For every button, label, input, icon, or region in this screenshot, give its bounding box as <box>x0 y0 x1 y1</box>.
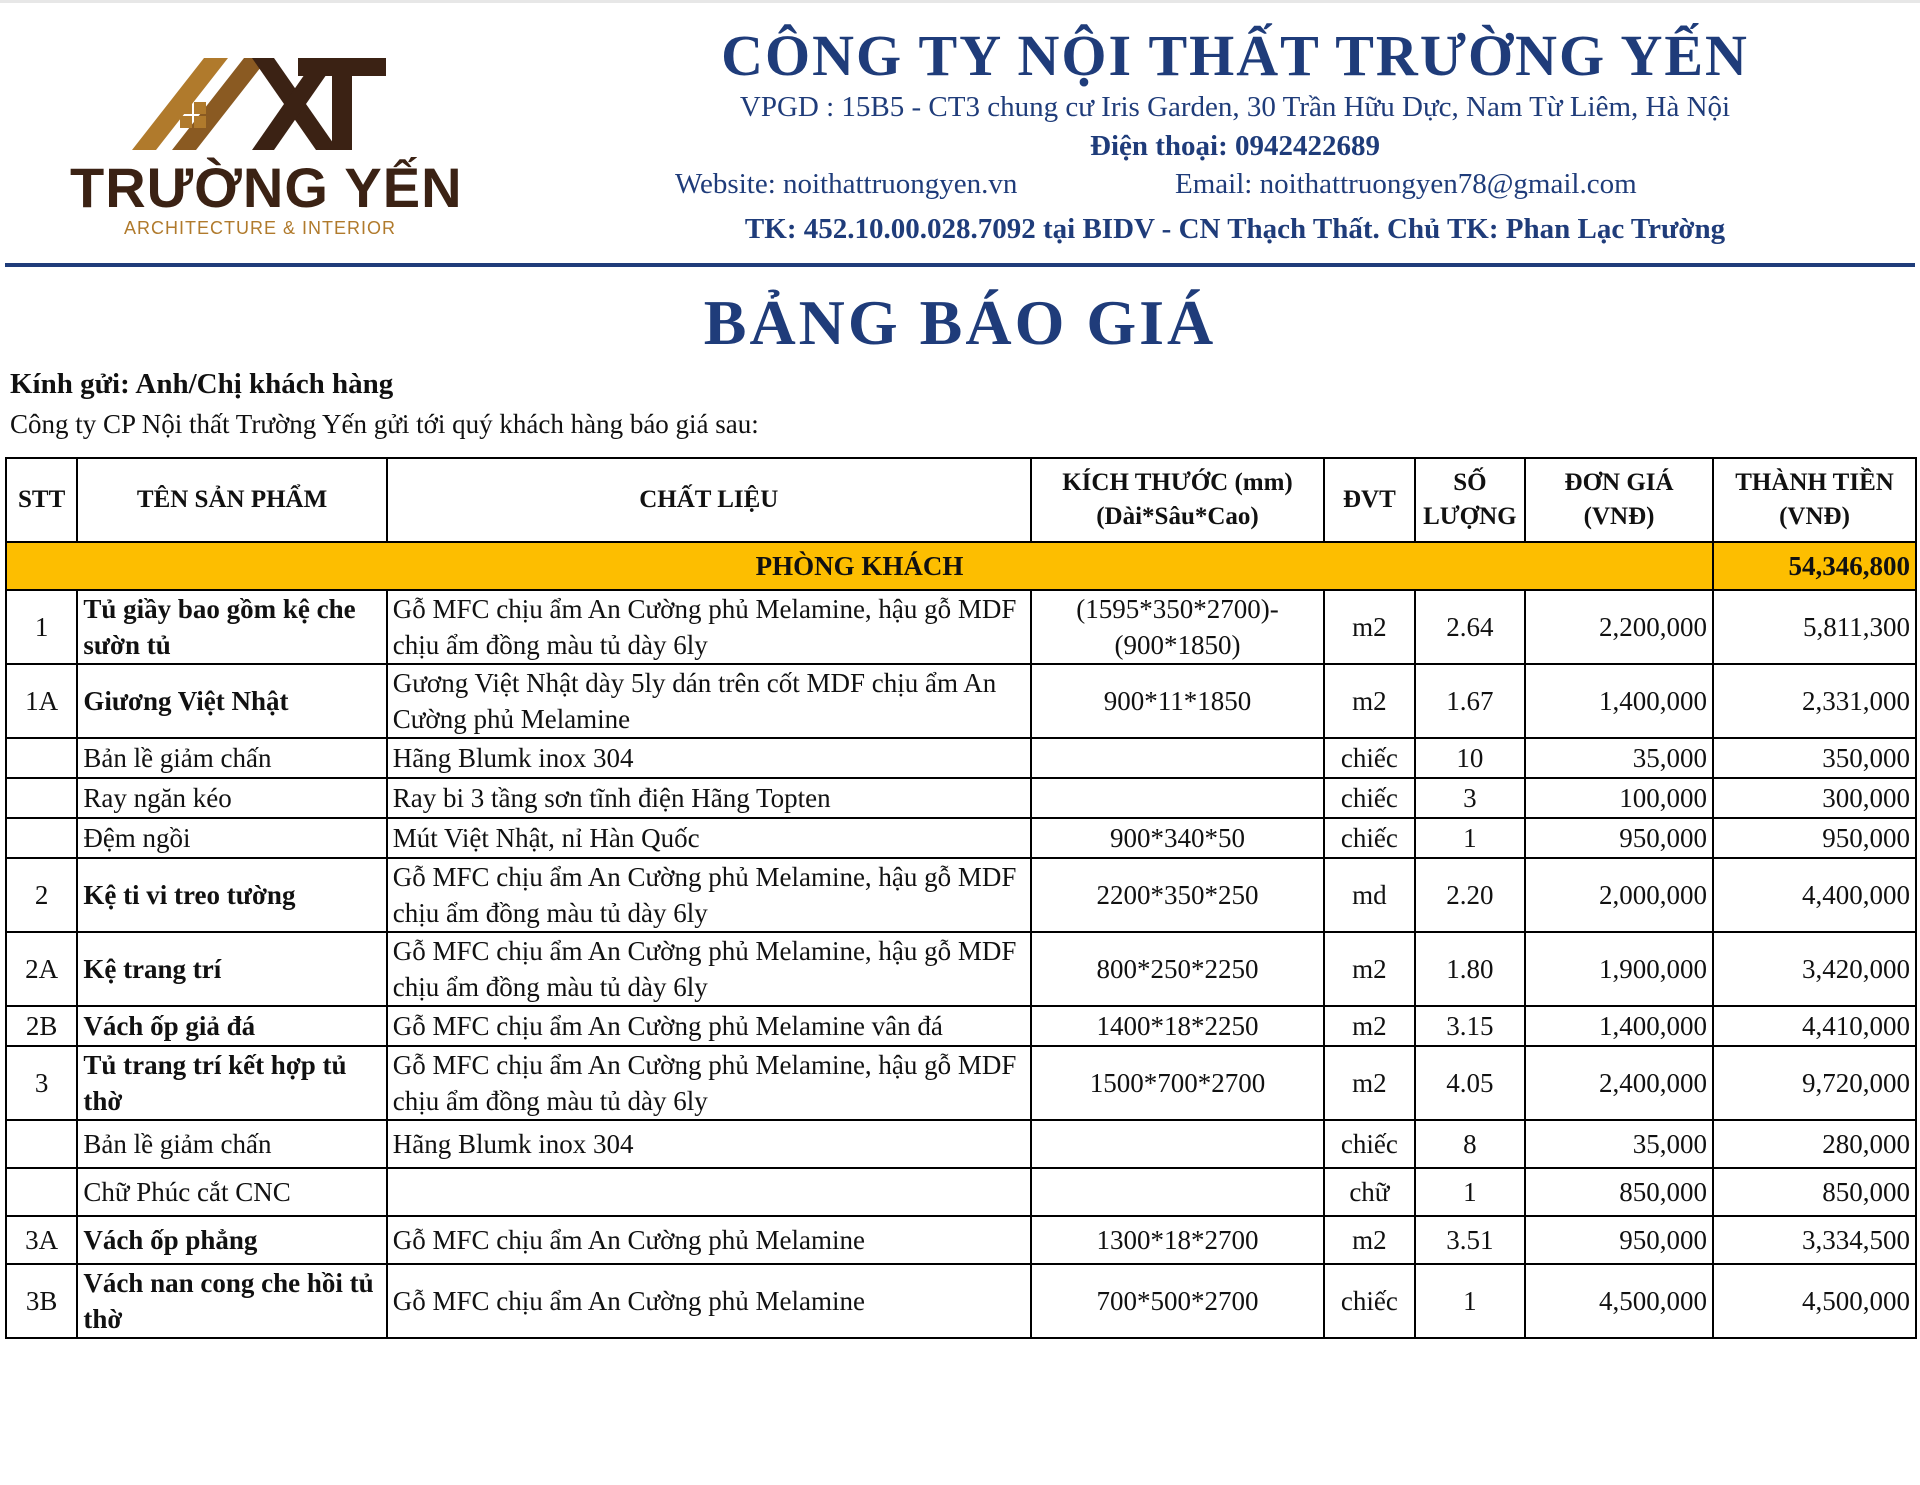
cell-unit: chiếc <box>1324 818 1414 858</box>
cell-stt <box>6 738 77 778</box>
table-row <box>6 1006 1916 1046</box>
cell-line-total: 3,420,000 <box>1713 932 1916 1006</box>
cell-qty: 1 <box>1415 1168 1526 1216</box>
cell-qty: 10 <box>1415 738 1526 778</box>
cell-unit-price: 950,000 <box>1525 1216 1713 1264</box>
cell-material: Gỗ MFC chịu ẩm An Cường phủ Melamine <box>387 1216 1031 1264</box>
cell-size <box>1031 738 1324 778</box>
cell-qty: 4.05 <box>1415 1046 1526 1120</box>
quote-table <box>5 457 1917 1339</box>
cell-stt: 3B <box>6 1264 77 1338</box>
cell-size: 900*340*50 <box>1031 818 1324 858</box>
company-logo <box>70 50 470 250</box>
cell-unit-price: 1,400,000 <box>1525 1006 1713 1046</box>
cell-material: Hãng Blumk inox 304 <box>387 738 1031 778</box>
greeting: Kính gửi: Anh/Chị khách hàng <box>10 368 394 400</box>
cell-size <box>1031 1168 1324 1216</box>
cell-material: Gỗ MFC chịu ẩm An Cường phủ Melamine vân đá <box>387 1006 1031 1046</box>
table-header-row <box>6 458 1916 542</box>
cell-stt: 2B <box>6 1006 77 1046</box>
header-divider <box>5 263 1915 267</box>
cell-unit-price: 100,000 <box>1525 778 1713 818</box>
cell-unit-price: 4,500,000 <box>1525 1264 1713 1338</box>
cell-size: 700*500*2700 <box>1031 1264 1324 1338</box>
section-label: PHÒNG KHÁCH <box>6 542 1713 590</box>
col-header-total-line1: THÀNH TIỀN <box>1735 469 1894 496</box>
table-row <box>6 1264 1916 1338</box>
cell-size <box>1031 1120 1324 1168</box>
cell-product-name: Tủ giầy bao gồm kệ che sườn tủ <box>77 590 386 664</box>
company-email[interactable]: Email: noithattruongyen78@gmail.com <box>1175 168 1637 200</box>
cell-unit: chiếc <box>1324 738 1414 778</box>
logo-name: TRƯỜNG YẾN <box>70 156 463 219</box>
cell-stt <box>6 818 77 858</box>
cell-qty: 2.64 <box>1415 590 1526 664</box>
col-header-price <box>1525 458 1713 542</box>
logo-roof-icon <box>132 50 388 155</box>
col-header-size-line2: (Dài*Sâu*Cao) <box>1096 503 1259 530</box>
col-header-qty <box>1415 458 1526 542</box>
cell-material: Gương Việt Nhật dày 5ly dán trên cốt MDF chịu ẩm An Cường phủ Melamine <box>387 664 1031 738</box>
cell-material: Mút Việt Nhật, nỉ Hàn Quốc <box>387 818 1031 858</box>
cell-unit-price: 35,000 <box>1525 738 1713 778</box>
cell-stt <box>6 778 77 818</box>
cell-size: 1400*18*2250 <box>1031 1006 1324 1046</box>
cell-product-name: Bản lề giảm chấn <box>77 1120 386 1168</box>
company-address: VPGD : 15B5 - CT3 chung cư Iris Garden, 30 Trần Hữu Dực, Nam Từ Liêm, Hà Nội <box>739 91 1731 123</box>
cell-size: (1595*350*2700)-(900*1850) <box>1031 590 1324 664</box>
cell-product-name: Bản lề giảm chấn <box>77 738 386 778</box>
table-row <box>6 1216 1916 1264</box>
cell-qty: 1.67 <box>1415 664 1526 738</box>
cell-unit: m2 <box>1324 1216 1414 1264</box>
cell-unit-price: 2,000,000 <box>1525 858 1713 932</box>
table-row <box>6 778 1916 818</box>
section-total: 54,346,800 <box>1713 542 1916 590</box>
cell-line-total: 5,811,300 <box>1713 590 1916 664</box>
col-header-stt: STT <box>6 458 77 542</box>
cell-size: 1500*700*2700 <box>1031 1046 1324 1120</box>
table-row <box>6 932 1916 1006</box>
cell-material: Gỗ MFC chịu ẩm An Cường phủ Melamine, hậu gỗ MDF chịu ẩm đồng màu tủ dày 6ly <box>387 590 1031 664</box>
col-header-material: CHẤT LIỆU <box>387 458 1031 542</box>
col-header-qty-line2: LƯỢNG <box>1423 503 1517 530</box>
cell-line-total: 2,331,000 <box>1713 664 1916 738</box>
cell-size: 800*250*2250 <box>1031 932 1324 1006</box>
cell-product-name: Ray ngăn kéo <box>77 778 386 818</box>
company-name: CÔNG TY NỘI THẤT TRƯỜNG YẾN <box>721 23 1749 88</box>
cell-product-name: Chữ Phúc cắt CNC <box>77 1168 386 1216</box>
cell-line-total: 9,720,000 <box>1713 1046 1916 1120</box>
table-row <box>6 818 1916 858</box>
cell-line-total: 850,000 <box>1713 1168 1916 1216</box>
col-header-total <box>1713 458 1916 542</box>
cell-qty: 3.15 <box>1415 1006 1526 1046</box>
logo-tagline: ARCHITECTURE & INTERIOR <box>123 218 396 238</box>
cell-unit-price: 950,000 <box>1525 818 1713 858</box>
table-row <box>6 858 1916 932</box>
cell-unit: m2 <box>1324 590 1414 664</box>
table-row <box>6 1046 1916 1120</box>
cell-stt: 1 <box>6 590 77 664</box>
table-row <box>6 664 1916 738</box>
cell-unit: chiếc <box>1324 778 1414 818</box>
cell-stt: 2 <box>6 858 77 932</box>
cell-qty: 2.20 <box>1415 858 1526 932</box>
cell-size <box>1031 778 1324 818</box>
cell-size: 2200*350*250 <box>1031 858 1324 932</box>
cell-stt <box>6 1120 77 1168</box>
cell-material: Gỗ MFC chịu ẩm An Cường phủ Melamine <box>387 1264 1031 1338</box>
cell-line-total: 350,000 <box>1713 738 1916 778</box>
cell-stt: 3 <box>6 1046 77 1120</box>
cell-line-total: 950,000 <box>1713 818 1916 858</box>
cell-size: 900*11*1850 <box>1031 664 1324 738</box>
document-title: BẢNG BÁO GIÁ <box>703 287 1217 358</box>
cell-product-name: Vách ốp phẳng <box>77 1216 386 1264</box>
col-header-size <box>1031 458 1324 542</box>
table-row <box>6 1168 1916 1216</box>
cell-material: Gỗ MFC chịu ẩm An Cường phủ Melamine, hậu gỗ MDF chịu ẩm đồng màu tủ dày 6ly <box>387 932 1031 1006</box>
cell-unit: chiếc <box>1324 1264 1414 1338</box>
cell-product-name: Vách ốp giả đá <box>77 1006 386 1046</box>
cell-stt <box>6 1168 77 1216</box>
col-header-total-line2: (VNĐ) <box>1779 503 1850 530</box>
cell-material: Ray bi 3 tầng sơn tĩnh điện Hãng Topten <box>387 778 1031 818</box>
table-row <box>6 1120 1916 1168</box>
cell-product-name: Kệ ti vi treo tường <box>77 858 386 932</box>
col-header-price-line1: ĐƠN GIÁ <box>1564 469 1674 496</box>
intro-text: Công ty CP Nội thất Trường Yến gửi tới quý khách hàng báo giá sau: <box>10 409 759 439</box>
cell-qty: 3.51 <box>1415 1216 1526 1264</box>
cell-qty: 8 <box>1415 1120 1526 1168</box>
cell-line-total: 3,334,500 <box>1713 1216 1916 1264</box>
cell-qty: 1 <box>1415 1264 1526 1338</box>
cell-stt: 2A <box>6 932 77 1006</box>
cell-material <box>387 1168 1031 1216</box>
cell-unit: m2 <box>1324 1046 1414 1120</box>
col-header-size-line1: KÍCH THƯỚC (mm) <box>1062 469 1293 496</box>
table-row <box>6 590 1916 664</box>
company-phone: Điện thoại: 0942422689 <box>1090 130 1380 162</box>
cell-material: Gỗ MFC chịu ẩm An Cường phủ Melamine, hậu gỗ MDF chịu ẩm đồng màu tủ dày 6ly <box>387 1046 1031 1120</box>
cell-unit: md <box>1324 858 1414 932</box>
cell-line-total: 300,000 <box>1713 778 1916 818</box>
cell-product-name: Kệ trang trí <box>77 932 386 1006</box>
cell-stt: 3A <box>6 1216 77 1264</box>
cell-size: 1300*18*2700 <box>1031 1216 1324 1264</box>
cell-unit: m2 <box>1324 664 1414 738</box>
cell-unit: chiếc <box>1324 1120 1414 1168</box>
cell-unit: m2 <box>1324 1006 1414 1046</box>
company-bank-account: TK: 452.10.00.028.7092 tại BIDV - CN Thạch Thất. Chủ TK: Phan Lạc Trường <box>744 213 1726 245</box>
cell-line-total: 4,500,000 <box>1713 1264 1916 1338</box>
cell-product-name: Vách nan cong che hồi tủ thờ <box>77 1264 386 1338</box>
cell-material: Hãng Blumk inox 304 <box>387 1120 1031 1168</box>
cell-product-name: Giương Việt Nhật <box>77 664 386 738</box>
cell-unit-price: 850,000 <box>1525 1168 1713 1216</box>
cell-line-total: 280,000 <box>1713 1120 1916 1168</box>
table-row <box>6 738 1916 778</box>
cell-line-total: 4,410,000 <box>1713 1006 1916 1046</box>
cell-product-name: Tủ trang trí kết hợp tủ thờ <box>77 1046 386 1120</box>
cell-qty: 3 <box>1415 778 1526 818</box>
col-header-unit: ĐVT <box>1324 458 1414 542</box>
cell-unit-price: 2,400,000 <box>1525 1046 1713 1120</box>
cell-qty: 1.80 <box>1415 932 1526 1006</box>
cell-material: Gỗ MFC chịu ẩm An Cường phủ Melamine, hậu gỗ MDF chịu ẩm đồng màu tủ dày 6ly <box>387 858 1031 932</box>
cell-unit-price: 1,400,000 <box>1525 664 1713 738</box>
company-website[interactable]: Website: noithattruongyen.vn <box>675 168 1018 200</box>
top-border <box>0 0 1920 3</box>
cell-product-name: Đệm ngồi <box>77 818 386 858</box>
col-header-price-line2: (VNĐ) <box>1583 503 1655 530</box>
cell-unit-price: 35,000 <box>1525 1120 1713 1168</box>
cell-unit: m2 <box>1324 932 1414 1006</box>
cell-line-total: 4,400,000 <box>1713 858 1916 932</box>
cell-qty: 1 <box>1415 818 1526 858</box>
cell-unit: chữ <box>1324 1168 1414 1216</box>
cell-stt: 1A <box>6 664 77 738</box>
cell-unit-price: 2,200,000 <box>1525 590 1713 664</box>
col-header-qty-line1: SỐ <box>1453 469 1487 496</box>
col-header-name: TÊN SẢN PHẨM <box>77 458 386 542</box>
section-row <box>6 542 1916 590</box>
cell-unit-price: 1,900,000 <box>1525 932 1713 1006</box>
